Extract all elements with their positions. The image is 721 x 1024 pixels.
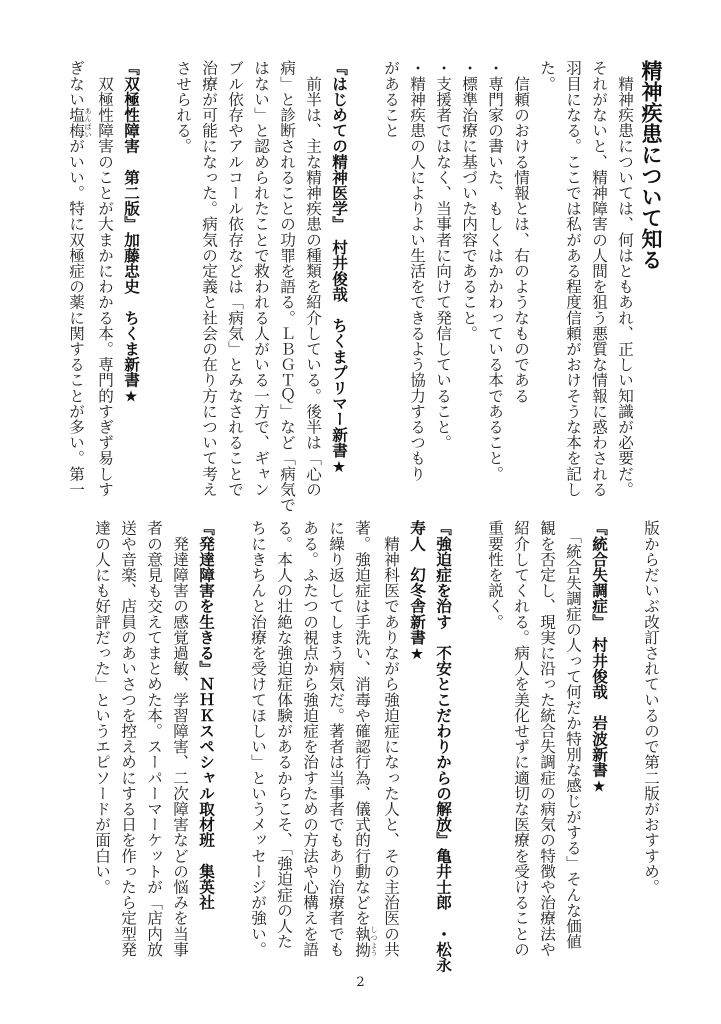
text-line: 達の人にも好評だった」というエピソードが面白い。 xyxy=(93,520,111,895)
book-heading: 『強迫症を治す 不安とこだわりからの解放』亀井士郎 ・松永 xyxy=(434,520,452,973)
blank-line xyxy=(144,60,170,505)
text-line: ・精神疾患の人によりよい生活をできるよう協力するつもり xyxy=(408,60,426,482)
blank-line xyxy=(456,520,482,965)
text-line: 観を否定し、現実に沿った統合失調症の病気の特徴や治療法や xyxy=(538,520,556,957)
ruby-word xyxy=(353,925,378,957)
text-segment: がいい。特に双極症の薬に関することが多い。第一 xyxy=(67,138,85,497)
text-line: ・専門家の書いた、もしくはかかわっている本であること。 xyxy=(486,60,504,482)
section-title: 精神疾患について知る xyxy=(639,60,663,270)
text-line: 者の意見も交えてまとめた本。スーパーマーケットが「店内放 xyxy=(145,520,163,957)
text-line: ・標準治療に基づいた内容であること。 xyxy=(460,60,478,341)
text-line: それがないと、精神障害の人間を狙う悪質な情報に惑わされる xyxy=(590,60,608,497)
text-line: 重要性を説く。 xyxy=(486,520,504,630)
text-line: 羽目になる。ここでは私がある程度信頼がおけそうな本を記し xyxy=(564,60,582,497)
ruby-base: 執拗 xyxy=(353,925,371,957)
text-line: る。本人の壮絶な強迫症体験があるからこそ、「強迫症の人た xyxy=(275,520,293,949)
ruby-base: 塩梅 xyxy=(67,106,85,139)
text-line xyxy=(349,520,378,965)
text-line: 精神科医でありながら強迫症になった人と、その主治医の共 xyxy=(382,520,400,957)
text-segment: 著。強迫症は手洗い、消毒や確認行為、儀式的行動などを xyxy=(353,520,371,926)
text-line: 治療が可能になった。病気の定義と社会の在り方について考え xyxy=(200,60,218,497)
text-line: ・支援者ではなく、当事者に向けて発信していること。 xyxy=(434,60,452,450)
blank-line xyxy=(352,60,378,505)
text-line: 精神疾患については、何はともあれ、正しい知識が必要だ。 xyxy=(616,60,634,497)
text-line: ちにきちんと治療を受けてほしい」というメッセージが強い。 xyxy=(249,520,267,957)
blank-line xyxy=(612,520,638,965)
text-line: 前半は、主な精神疾患の種類を紹介している。後半は「心の xyxy=(304,60,322,497)
page-number: 2 xyxy=(356,975,365,990)
book-heading: 『発達障害を生きる』ＮＨＫスペシャル取材班 集英社 xyxy=(197,520,215,910)
book-heading: 『はじめての精神医学』 村井俊哉 ちくまプリマー新書★ xyxy=(330,60,348,476)
ruby-reading: あんばい xyxy=(84,106,92,138)
book-heading: 『双極性障害 第二版』加藤忠史 ちくま新書★ xyxy=(122,60,140,406)
text-line: 病」と診断されることの功罪を語る。ＬＢＧＴＱ」など「病気で xyxy=(278,60,296,513)
bottom-text-block xyxy=(89,520,664,973)
text-line: 発達障害の感覚過敏、学習障害、二次障害などの悩みを当事 xyxy=(171,520,189,957)
text-line: 紹介してくれる。病人を美化せずに適切な医療を受けることの xyxy=(512,520,530,957)
text-segment: ぎない xyxy=(67,60,85,107)
text-line: ブル依存やアルコール依存などは「病気」とみなされることで xyxy=(226,60,244,497)
text-line: 双極性障害のことが大まかにわかる本。専門的すぎず易しす xyxy=(96,60,114,497)
top-text-block xyxy=(63,60,664,513)
blank-line xyxy=(219,520,245,965)
text-line: はない」と認められたことで救われる人がいる一方で、ギャン xyxy=(252,60,270,497)
text-line: 「統合失調症の人って何だか特別な感じがする」そんな価値 xyxy=(564,520,582,949)
text-line: させられる。 xyxy=(174,60,192,154)
book-heading: 寿人 幻冬舎新書★ xyxy=(408,520,426,663)
ruby-word xyxy=(67,106,92,139)
text-line: に繰り返してしまう病気だ。著者は当事者でもあり治療者でも xyxy=(327,520,345,957)
text-line xyxy=(63,60,92,505)
book-heading: 『統合失調症』 村井俊哉 岩波新書★ xyxy=(590,520,608,796)
text-line: 信頼のおける情報とは、右のようなものである xyxy=(512,60,530,404)
text-line: 版からだいぶ改訂されているので第二版がおすすめ。 xyxy=(642,520,660,895)
text-line: があること xyxy=(382,60,400,138)
text-line: 送や音楽、店員のあいさつを控えめにする日を作ったら定型発 xyxy=(119,520,137,957)
ruby-reading: しつよう xyxy=(370,925,378,957)
text-line: た。 xyxy=(538,60,556,92)
text-line: ある。ふたつの視点から強迫症を治すための方法や心構えを語 xyxy=(301,520,319,957)
